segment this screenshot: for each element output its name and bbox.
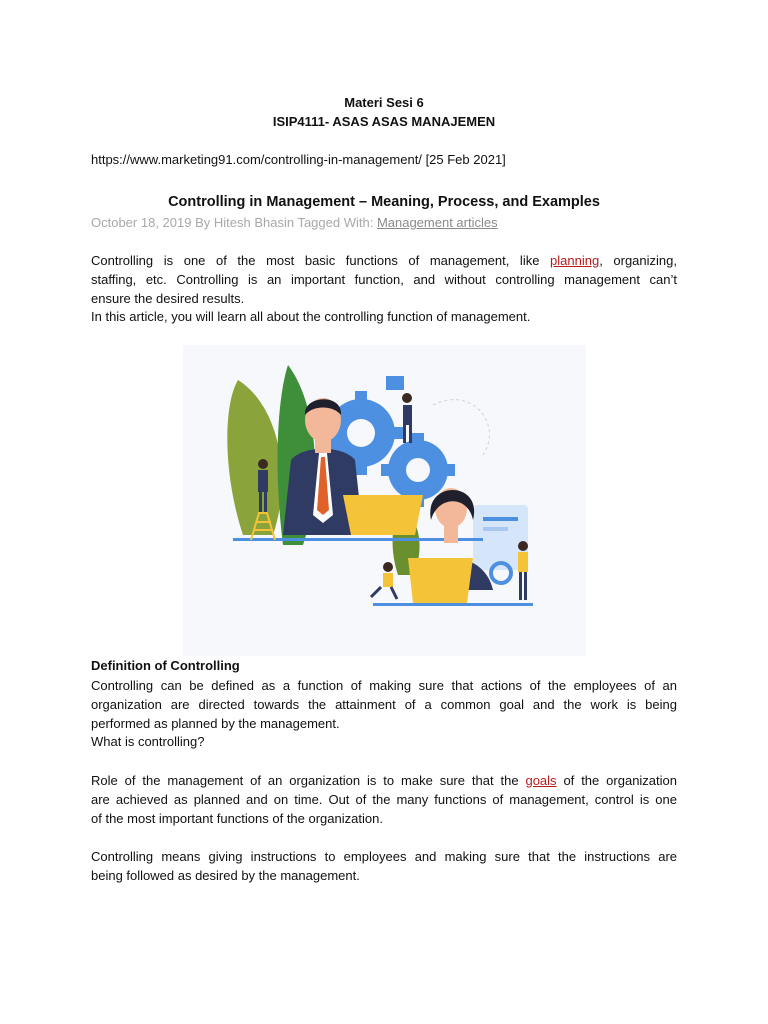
- source-line: [91, 152, 506, 167]
- source-date: [25 Feb 2021]: [425, 152, 506, 167]
- role-text: of the organization: [556, 773, 677, 788]
- definition-line: What is controlling?: [91, 734, 205, 750]
- role-paragraph: [91, 772, 677, 828]
- intro-paragraph: [91, 252, 677, 327]
- definition-heading: Definition of Controlling: [91, 658, 240, 673]
- role-line: of the most important functions of the organization.: [91, 810, 383, 826]
- definition-line: organization are directed towards the attainment of a common goal and the work is being: [91, 696, 677, 712]
- article-title: Controlling in Management – Meaning, Process, and Examples: [168, 194, 600, 210]
- role-line: are achieved as planned and on time. Out of the many functions of management, control is one: [91, 791, 677, 807]
- intro-line: ensure the desired results.: [91, 290, 245, 306]
- intro-text: Controlling is one of the most basic functions of management, like: [91, 253, 551, 268]
- meaning-line: being followed as desired by the management.: [91, 867, 360, 883]
- definition-line: performed as planned by the management.: [91, 715, 340, 731]
- meaning-paragraph: [91, 848, 677, 886]
- intro-text: , organizing,: [599, 253, 677, 268]
- intro-line: In this article, you will learn all about the controlling function of management.: [91, 309, 531, 325]
- source-url[interactable]: https://www.marketing91.com/controlling-in-management/: [91, 152, 422, 167]
- goals-link[interactable]: goals: [525, 773, 557, 788]
- definition-paragraph: [91, 677, 677, 752]
- chat-bubble-icon: [386, 376, 404, 390]
- definition-line: Controlling can be defined as a function of making sure that actions of the employees of an: [91, 678, 677, 693]
- session-label: Materi Sesi 6: [344, 95, 424, 110]
- tag-link[interactable]: Management articles: [376, 215, 498, 230]
- management-illustration: [183, 345, 586, 656]
- intro-line: [91, 252, 677, 271]
- role-text: Role of the management of an organization is to make sure that the: [91, 773, 526, 788]
- course-code-title: ISIP4111- ASAS ASAS MANAJEMEN: [272, 114, 496, 129]
- article-meta: [91, 215, 498, 230]
- intro-line: staffing, etc. Controlling is an important function, and without controlling management can’t: [91, 271, 677, 287]
- article-meta-text: October 18, 2019 By Hitesh Bhasin Tagged With:: [91, 215, 377, 230]
- planning-link[interactable]: planning: [550, 253, 600, 268]
- role-line: [91, 772, 677, 791]
- meaning-line: Controlling means giving instructions to employees and making sure that the instructions are: [91, 849, 677, 864]
